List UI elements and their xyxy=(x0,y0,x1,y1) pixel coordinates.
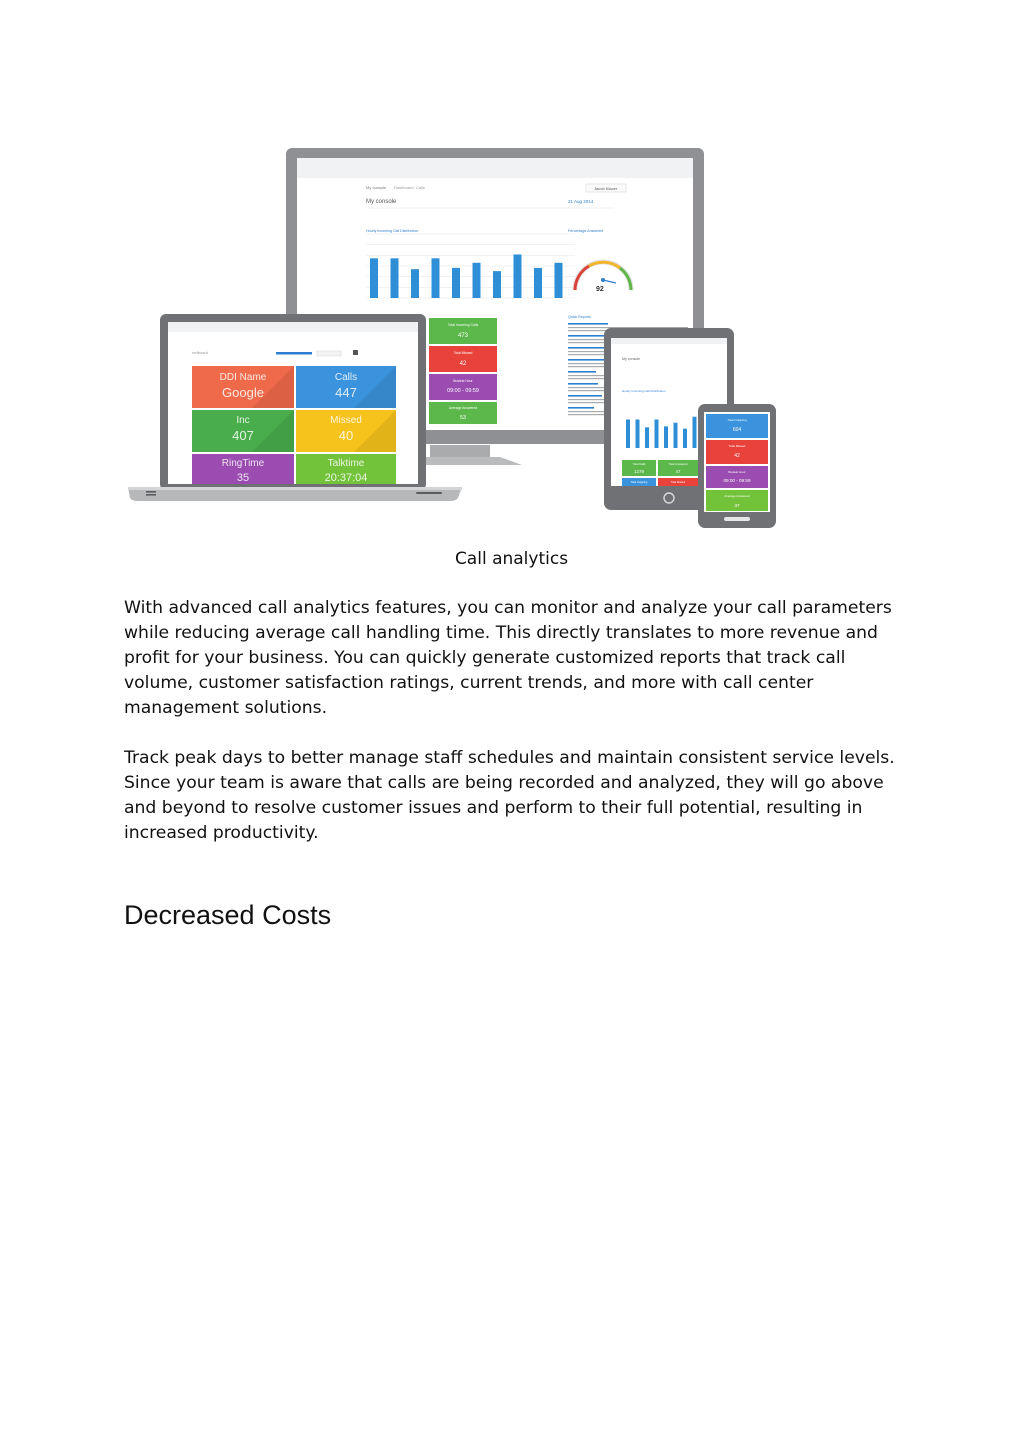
paragraph-peak-days: Track peak days to better manage staff schedules and maintain consistent service levels. Since your team is aware that calls are being recorded and analyzed, they will go above and beyond to resolve customer issues and perform to their full potential, resulting in increased productivity. xyxy=(124,748,895,843)
monitor-chart-bar xyxy=(555,263,563,298)
laptop-tile-grid xyxy=(192,366,396,484)
tablet-chart-bar xyxy=(664,426,668,448)
monitor-gauge-title: Percentage Answered xyxy=(568,229,604,233)
tablet-chart-title: Hourly Incoming Call Distribution xyxy=(622,389,666,393)
laptop-menu-icon[interactable] xyxy=(353,350,358,355)
tablet-chart-bar xyxy=(674,423,678,448)
monitor-chart-title: Hourly Incoming Call Distribution xyxy=(366,229,419,233)
monitor-chart-bar xyxy=(473,263,481,298)
monitor-neck xyxy=(430,445,490,457)
monitor-date[interactable]: 21 Aug 2014 xyxy=(568,199,594,204)
laptop-topbar xyxy=(168,322,418,332)
laptop-search-box[interactable] xyxy=(317,351,341,356)
monitor-tile-2-value: 09:00 - 09:59 xyxy=(447,388,479,394)
tablet-tile-0-value: 1279 xyxy=(633,469,645,474)
monitor-tile-0-value: 473 xyxy=(457,333,469,339)
laptop-tile-2-label: Inc xyxy=(236,415,250,426)
laptop-tile-5-label: Talktime xyxy=(327,458,365,469)
monitor-tile-3-label: Average Answered xyxy=(448,406,478,410)
laptop-tile-0-label: DDI Name xyxy=(219,372,267,383)
monitor-tile-1[interactable] xyxy=(429,346,497,372)
tablet-chart-bar xyxy=(636,419,640,448)
tablet-chart-bar xyxy=(626,419,630,448)
monitor-reports-title: Quick Reports xyxy=(568,315,591,319)
laptop-tile-5-value: 20:37:04 xyxy=(324,472,368,484)
monitor-tile-0-label: Total Incoming Calls xyxy=(447,323,479,327)
devices-illustration xyxy=(120,140,790,535)
monitor-chart-bar xyxy=(391,258,399,298)
laptop-brand: redboard xyxy=(192,350,209,355)
laptop xyxy=(128,314,462,501)
laptop-tile-1-label: Calls xyxy=(334,372,358,383)
phone-home-button[interactable] xyxy=(724,517,750,521)
tablet-title: My console xyxy=(622,357,641,361)
monitor-tile-2[interactable] xyxy=(429,374,497,400)
phone-tile-2-value: 09:00 - 09:59 xyxy=(723,478,751,483)
monitor-nav-1[interactable]: Dashboard xyxy=(394,185,414,190)
monitor-chart-bar xyxy=(493,271,501,298)
paragraph-call-analytics: With advanced call analytics features, you can monitor and analyze your call parameters while reducing average call handling time. This directly translates to more revenue and profit for your business. You can quickly generate customized reports that track call volume, customer satisfaction ratings, current trends, and more with call center management solutions. xyxy=(124,598,892,718)
monitor-side-tiles xyxy=(429,318,497,424)
monitor-tile-1-value: 42 xyxy=(459,361,467,367)
laptop-tile-2-value: 407 xyxy=(232,428,254,443)
tablet-tile-1-label: Total Answered xyxy=(668,462,688,466)
devices-figure xyxy=(120,140,790,535)
laptop-tile-0-value: Google xyxy=(222,385,264,400)
laptop-tile-3-value: 40 xyxy=(338,428,354,443)
monitor-nav-0[interactable]: My console xyxy=(366,185,387,190)
monitor-nav-2[interactable]: Calls xyxy=(416,185,425,190)
monitor-chart-bar xyxy=(514,254,522,298)
monitor-user[interactable]: Jacob Klacer xyxy=(594,186,618,191)
phone-tile-0-label: Total Outgoing xyxy=(727,418,747,422)
phone-tile-0-value: 604 xyxy=(732,427,742,433)
laptop-tile-3-label: Missed xyxy=(330,415,362,426)
phone-tile-2-label: Busiest Hour xyxy=(728,470,746,474)
tablet-chart-bar xyxy=(693,417,697,448)
tablet-tile-2-label: Total Outgoing xyxy=(630,481,648,484)
section-heading: Decreased Costs xyxy=(124,900,332,930)
laptop-tile-4-value: 35 xyxy=(236,472,250,484)
monitor-tile-3-value: 53 xyxy=(460,415,466,421)
monitor-chart-bar xyxy=(432,258,440,298)
tablet-chart-bar xyxy=(655,419,659,448)
monitor-topbar xyxy=(297,158,693,178)
laptop-tile-4-label: RingTime xyxy=(221,458,265,469)
monitor-gauge-value: 92 xyxy=(596,286,604,293)
phone-tile-1-label: Total Missed xyxy=(728,444,746,448)
laptop-tile-1-value: 447 xyxy=(335,385,357,400)
monitor-title: My console xyxy=(366,199,397,205)
tablet-chart-bar xyxy=(683,429,687,448)
phone-tile-3-value: 37 xyxy=(734,503,740,508)
monitor-chart-bar xyxy=(452,268,460,298)
phone-tile-3-label: Average Answered xyxy=(724,494,750,498)
phone-tile-1-value: 42 xyxy=(734,453,740,459)
tablet-tile-3-label: Total Missed xyxy=(670,481,686,484)
monitor-tile-2-label: Busiest Hour xyxy=(453,379,473,383)
monitor-chart-bar xyxy=(370,258,378,298)
laptop-select[interactable] xyxy=(276,352,312,355)
monitor-tile-0[interactable] xyxy=(429,318,497,344)
monitor-tile-1-label: Total Missed xyxy=(453,351,473,355)
monitor-chart-bar xyxy=(411,269,419,298)
figure-caption: Call analytics xyxy=(454,549,569,569)
tablet-tile-1-value: 47 xyxy=(675,469,681,474)
phone xyxy=(698,404,776,528)
tablet-chart-bar xyxy=(645,427,649,448)
monitor-chart-bar xyxy=(534,268,542,298)
tablet-tile-0-label: Total Calls xyxy=(632,462,646,466)
